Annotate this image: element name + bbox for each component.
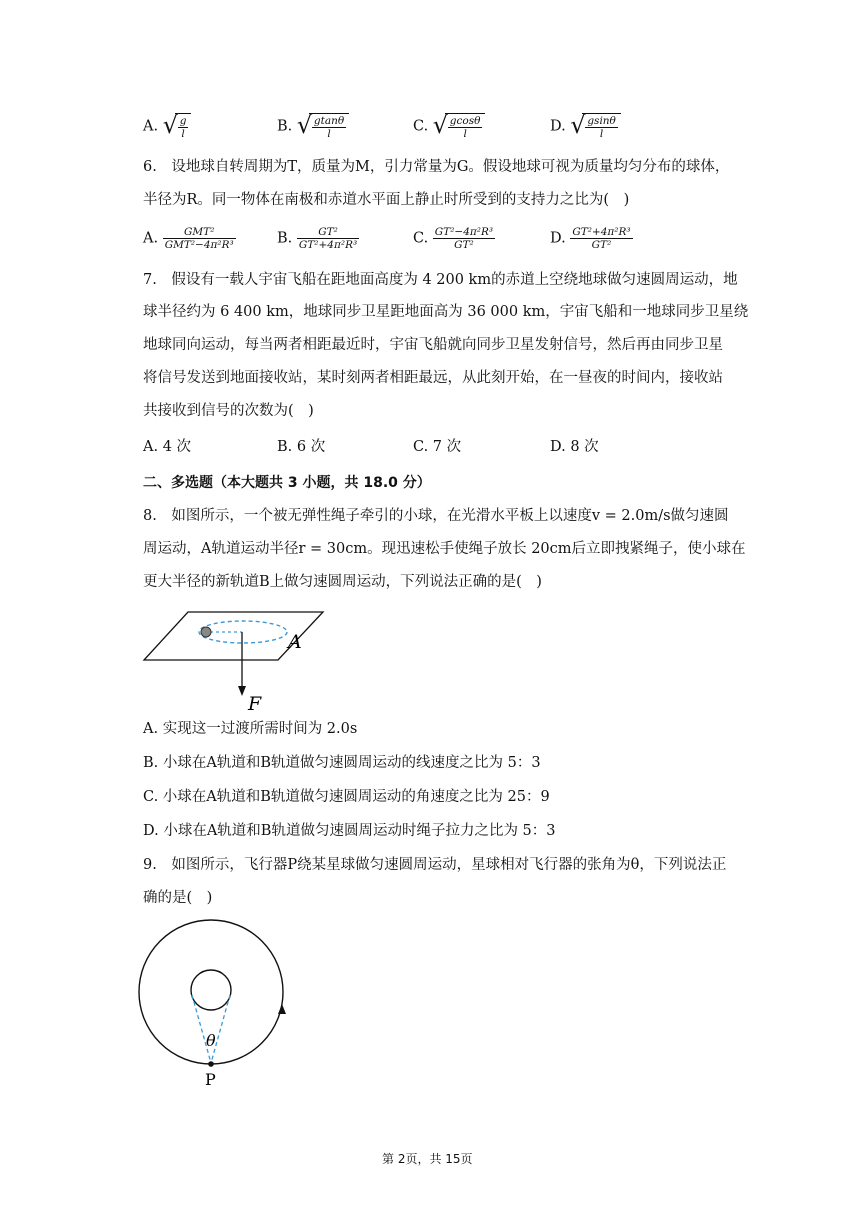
q5-option-a: A. √ $\frac{g}{l}$ xyxy=(143,113,191,140)
orbit-label-a: A xyxy=(288,631,302,653)
q8-line-3: 更大半径的新轨道B上做匀速圆周运动，下列说法正确的是( ) xyxy=(143,574,542,590)
q7-line-5: 共接收到信号的次数为( ) xyxy=(143,403,314,419)
sqrt-symbol: √ $\frac{g}{l}$ xyxy=(163,113,192,140)
q7-line-4: 将信号发送到地面接收站，某时刻两者相距最远，从此刻开始，在一昼夜的时间内，接收站 xyxy=(143,370,723,386)
q6-options xyxy=(143,226,783,258)
ball-icon xyxy=(201,627,211,637)
q9-line-2: 确的是( ) xyxy=(143,890,213,906)
section-heading-multiple-choice: 二、多选题（本大题共 3 小题，共 18.0 分） xyxy=(143,475,431,491)
direction-arrow-icon xyxy=(278,1004,286,1014)
planet-circle xyxy=(191,970,231,1010)
q6-option-c: C. $\frac{\text{GT²−4π²R³}}{\text{GT²}}$ xyxy=(413,226,494,251)
spacecraft-label-p: P xyxy=(205,1070,216,1089)
q8-line-2: 周运动，A轨道运动半径r = 30cm。现迅速松手使绳子放长 20cm后立即拽紧绳子，使小球在 xyxy=(143,541,746,557)
q5-option-b: B. √ $\frac{gtan\theta}{l}$ xyxy=(277,113,349,140)
q5-option-d: D. √ $\frac{gsin\theta}{l}$ xyxy=(550,113,621,140)
q5-option-c: C. √ $\frac{gcos\theta}{l}$ xyxy=(413,113,485,140)
tangent-line-right xyxy=(211,995,230,1063)
q8-line-1: 8. 如图所示，一个被无弹性绳子牵引的小球，在光滑水平板上以速度v = 2.0m/s做匀速圆 xyxy=(143,508,729,524)
tangent-line-left xyxy=(192,995,211,1063)
q7-line-2: 球半径约为 6 400 km，地球同步卫星距地面高为 36 000 km，宇宙飞船和一地球同步卫星绕 xyxy=(143,304,749,320)
angle-label-theta: θ xyxy=(206,1031,216,1050)
sqrt-symbol: √ $\frac{gtan\theta}{l}$ xyxy=(297,113,349,140)
q7-option-a: A. 4 次 xyxy=(143,439,192,455)
q7-line-1: 7. 假设有一载人宇宙飞船在距地面高度为 4 200 km的赤道上空绕地球做匀速圆周运动，地 xyxy=(143,272,738,288)
q6-option-b: B. $\frac{\text{GT²}}{\text{GT²+4π²R³}}$ xyxy=(277,226,358,251)
spacecraft-dot xyxy=(208,1061,214,1067)
sqrt-symbol: √ $\frac{gsin\theta}{l}$ xyxy=(570,113,621,140)
q6-line-2: 半径为R。同一物体在南极和赤道水平面上静止时所受到的支持力之比为( ) xyxy=(143,192,630,208)
page-footer: 第 2页，共 15页 xyxy=(382,1152,473,1166)
sqrt-symbol: √ $\frac{gcos\theta}{l}$ xyxy=(433,113,486,140)
q9-line-1: 9. 如图所示，飞行器P绕某星球做匀速圆周运动，星球相对飞行器的张角为θ，下列说法正 xyxy=(143,857,727,873)
q6-option-d: D. $\frac{\text{GT²+4π²R³}}{\text{GT²}}$ xyxy=(550,226,631,251)
q6-option-a: A. $\frac{\text{GMT²}}{\text{GMT²−4π²R³}}$ xyxy=(143,226,234,251)
q8-figure xyxy=(138,604,338,714)
q7-option-d: D. 8 次 xyxy=(550,439,599,455)
q8-option-d: D. 小球在A轨道和B轨道做匀速圆周运动时绳子拉力之比为 5：3 xyxy=(143,823,556,839)
q8-option-a: A. 实现这一过渡所需时间为 2.0s xyxy=(143,721,358,737)
q7-line-3: 地球同向运动，每当两者相距最近时，宇宙飞船就向同步卫星发射信号，然后再由同步卫星 xyxy=(143,337,723,353)
force-arrow-head xyxy=(238,686,246,696)
q8-option-b: B. 小球在A轨道和B轨道做匀速圆周运动的线速度之比为 5：3 xyxy=(143,755,541,771)
force-label-f: F xyxy=(248,693,262,714)
q6-line-1: 6. 设地球自转周期为T，质量为M，引力常量为G。假设地球可视为质量均匀分布的球体， xyxy=(143,159,730,175)
q7-option-c: C. 7 次 xyxy=(413,439,462,455)
q8-option-c: C. 小球在A轨道和B轨道做匀速圆周运动的角速度之比为 25：9 xyxy=(143,789,550,805)
q7-option-b: B. 6 次 xyxy=(277,439,326,455)
q5-options xyxy=(143,113,783,143)
q9-figure xyxy=(136,906,296,1092)
